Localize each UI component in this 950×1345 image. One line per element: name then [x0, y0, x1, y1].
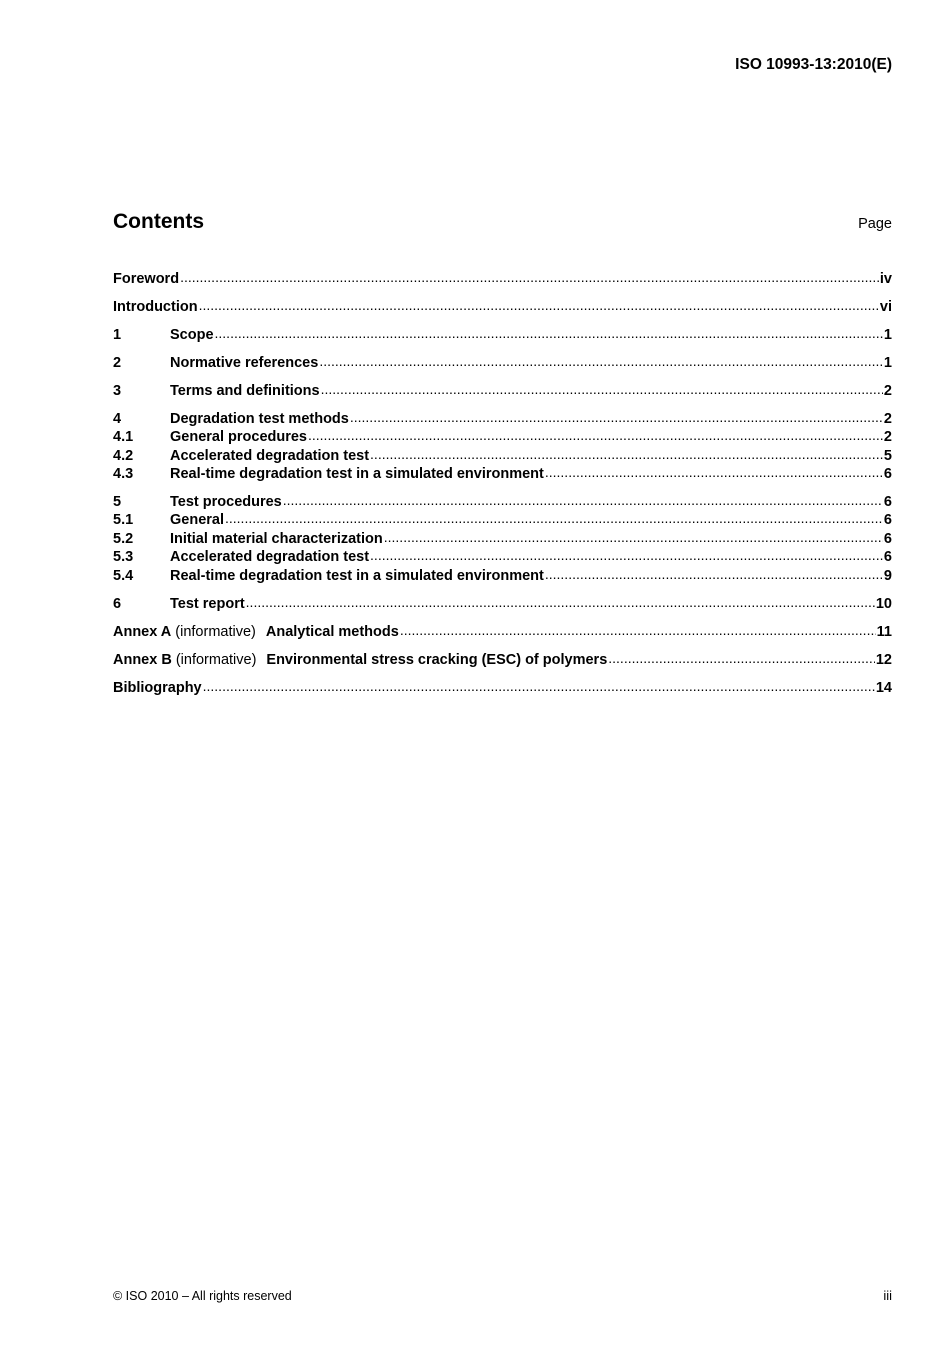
- toc-entry-title: Normative references: [170, 354, 319, 371]
- toc-bibliography-entry[interactable]: [113, 678, 892, 696]
- toc-entry-page: 1: [883, 326, 892, 343]
- annex-label: Annex B: [113, 651, 172, 668]
- toc-entry-title: Introduction: [113, 298, 198, 315]
- annex-label: Annex A: [113, 623, 172, 640]
- toc-entry-page: 2: [883, 410, 892, 427]
- toc-leader-dots: [308, 426, 883, 445]
- annex-informative-tag: (informative): [175, 623, 256, 640]
- toc-entry-number: 5.1: [113, 512, 134, 529]
- toc-leader-dots: [215, 324, 883, 343]
- toc-entry-title: Real-time degradation test in a simulated environment: [170, 567, 544, 584]
- toc-leader-dots: [545, 565, 883, 584]
- toc-leader-dots: [319, 352, 883, 371]
- page-title: Contents: [113, 210, 204, 233]
- toc-entry-title: Foreword: [113, 271, 180, 287]
- toc-entry-page: 11: [876, 623, 892, 640]
- toc-entry-page: 1: [883, 354, 892, 371]
- toc-entry[interactable]: [113, 594, 892, 612]
- toc-leader-dots: [545, 463, 883, 482]
- toc-entry-page: 5: [883, 447, 892, 464]
- page-column-label: Page: [858, 216, 892, 232]
- copyright-notice: © ISO 2010 – All rights reserved: [113, 1289, 292, 1303]
- toc-entry[interactable]: [113, 566, 892, 584]
- toc-entry-page: iv: [879, 271, 892, 287]
- toc-leader-dots: [350, 408, 883, 427]
- toc-entry[interactable]: [113, 297, 892, 315]
- toc-annex-entry[interactable]: [113, 650, 892, 668]
- toc-entry-page: 6: [883, 466, 892, 483]
- toc-leader-dots: [180, 268, 879, 287]
- toc-entry[interactable]: [113, 409, 892, 427]
- toc-entry[interactable]: [113, 464, 892, 482]
- toc-entry-number: 4.3: [113, 466, 134, 483]
- toc-entry[interactable]: [113, 510, 892, 528]
- toc-entry-page: vi: [879, 298, 892, 315]
- toc-entry-number: 4.1: [113, 429, 134, 446]
- toc-entry-title: Degradation test methods: [170, 410, 349, 427]
- toc-entry-number: 1: [113, 326, 122, 343]
- toc-entry[interactable]: [113, 547, 892, 565]
- toc-entry-title: General procedures: [170, 429, 307, 446]
- toc-leader-dots: [608, 649, 875, 668]
- toc-entry[interactable]: [113, 269, 892, 287]
- toc-entry-number: 4: [113, 410, 122, 427]
- toc-entry-title: General: [170, 512, 224, 529]
- annex-title: Analytical methods: [265, 623, 399, 640]
- toc-leader-dots: [384, 528, 883, 547]
- toc-entry-number: 4.2: [113, 447, 134, 464]
- toc-leader-dots: [203, 677, 875, 696]
- toc-leader-dots: [370, 546, 883, 565]
- toc-entry-page: 6: [883, 512, 892, 529]
- toc-entry-title: Terms and definitions: [170, 382, 320, 399]
- annex-informative-tag: (informative): [175, 651, 257, 668]
- toc-entry-number: 5.3: [113, 549, 134, 566]
- toc-entry[interactable]: [113, 529, 892, 547]
- toc-entry-title: Initial material characterization: [170, 530, 383, 547]
- bibliography-title: Bibliography: [113, 679, 202, 696]
- toc-entry-page: 12: [875, 651, 892, 668]
- toc-entry-title: Accelerated degradation test: [170, 549, 370, 566]
- toc-entry-number: 3: [113, 382, 122, 399]
- annex-title: Environmental stress cracking (ESC) of polymers: [266, 651, 608, 668]
- toc-entry-title: Test report: [170, 595, 245, 612]
- toc-entry-page: 10: [875, 595, 892, 612]
- toc-leader-dots: [283, 491, 883, 510]
- toc-entry[interactable]: [113, 381, 892, 399]
- toc-entry-page: 2: [883, 382, 892, 399]
- toc-entry[interactable]: [113, 325, 892, 343]
- toc-leader-dots: [321, 380, 883, 399]
- toc-leader-dots: [225, 509, 883, 528]
- toc-entry-title: Accelerated degradation test: [170, 447, 370, 464]
- toc-entry-number: 6: [113, 595, 122, 612]
- toc-leader-dots: [400, 621, 876, 640]
- toc-entry[interactable]: [113, 427, 892, 445]
- toc-entry-title: Test procedures: [170, 494, 282, 511]
- toc-entry-page: 6: [883, 530, 892, 547]
- toc-entry-page: 6: [883, 549, 892, 566]
- toc-entry-page: 6: [883, 494, 892, 511]
- toc-leader-dots: [199, 296, 879, 315]
- toc-entry-title: Scope: [170, 326, 214, 343]
- document-id: ISO 10993-13:2010(E): [735, 56, 892, 73]
- toc-entry-page: 2: [883, 429, 892, 446]
- toc-entry-number: 2: [113, 354, 122, 371]
- table-of-contents: [113, 269, 892, 696]
- toc-entry-number: 5.2: [113, 530, 134, 547]
- toc-entry-page: 9: [883, 567, 892, 584]
- toc-annex-entry[interactable]: [113, 622, 892, 640]
- toc-entry-title: Real-time degradation test in a simulated environment: [170, 466, 544, 483]
- toc-leader-dots: [246, 593, 875, 612]
- toc-entry-number: 5.4: [113, 567, 134, 584]
- toc-leader-dots: [370, 445, 883, 464]
- page-number: iii: [883, 1288, 892, 1303]
- toc-entry-page: 14: [875, 679, 892, 696]
- toc-entry-number: 5: [113, 494, 122, 511]
- toc-entry[interactable]: [113, 446, 892, 464]
- toc-entry[interactable]: [113, 492, 892, 510]
- toc-entry[interactable]: [113, 353, 892, 371]
